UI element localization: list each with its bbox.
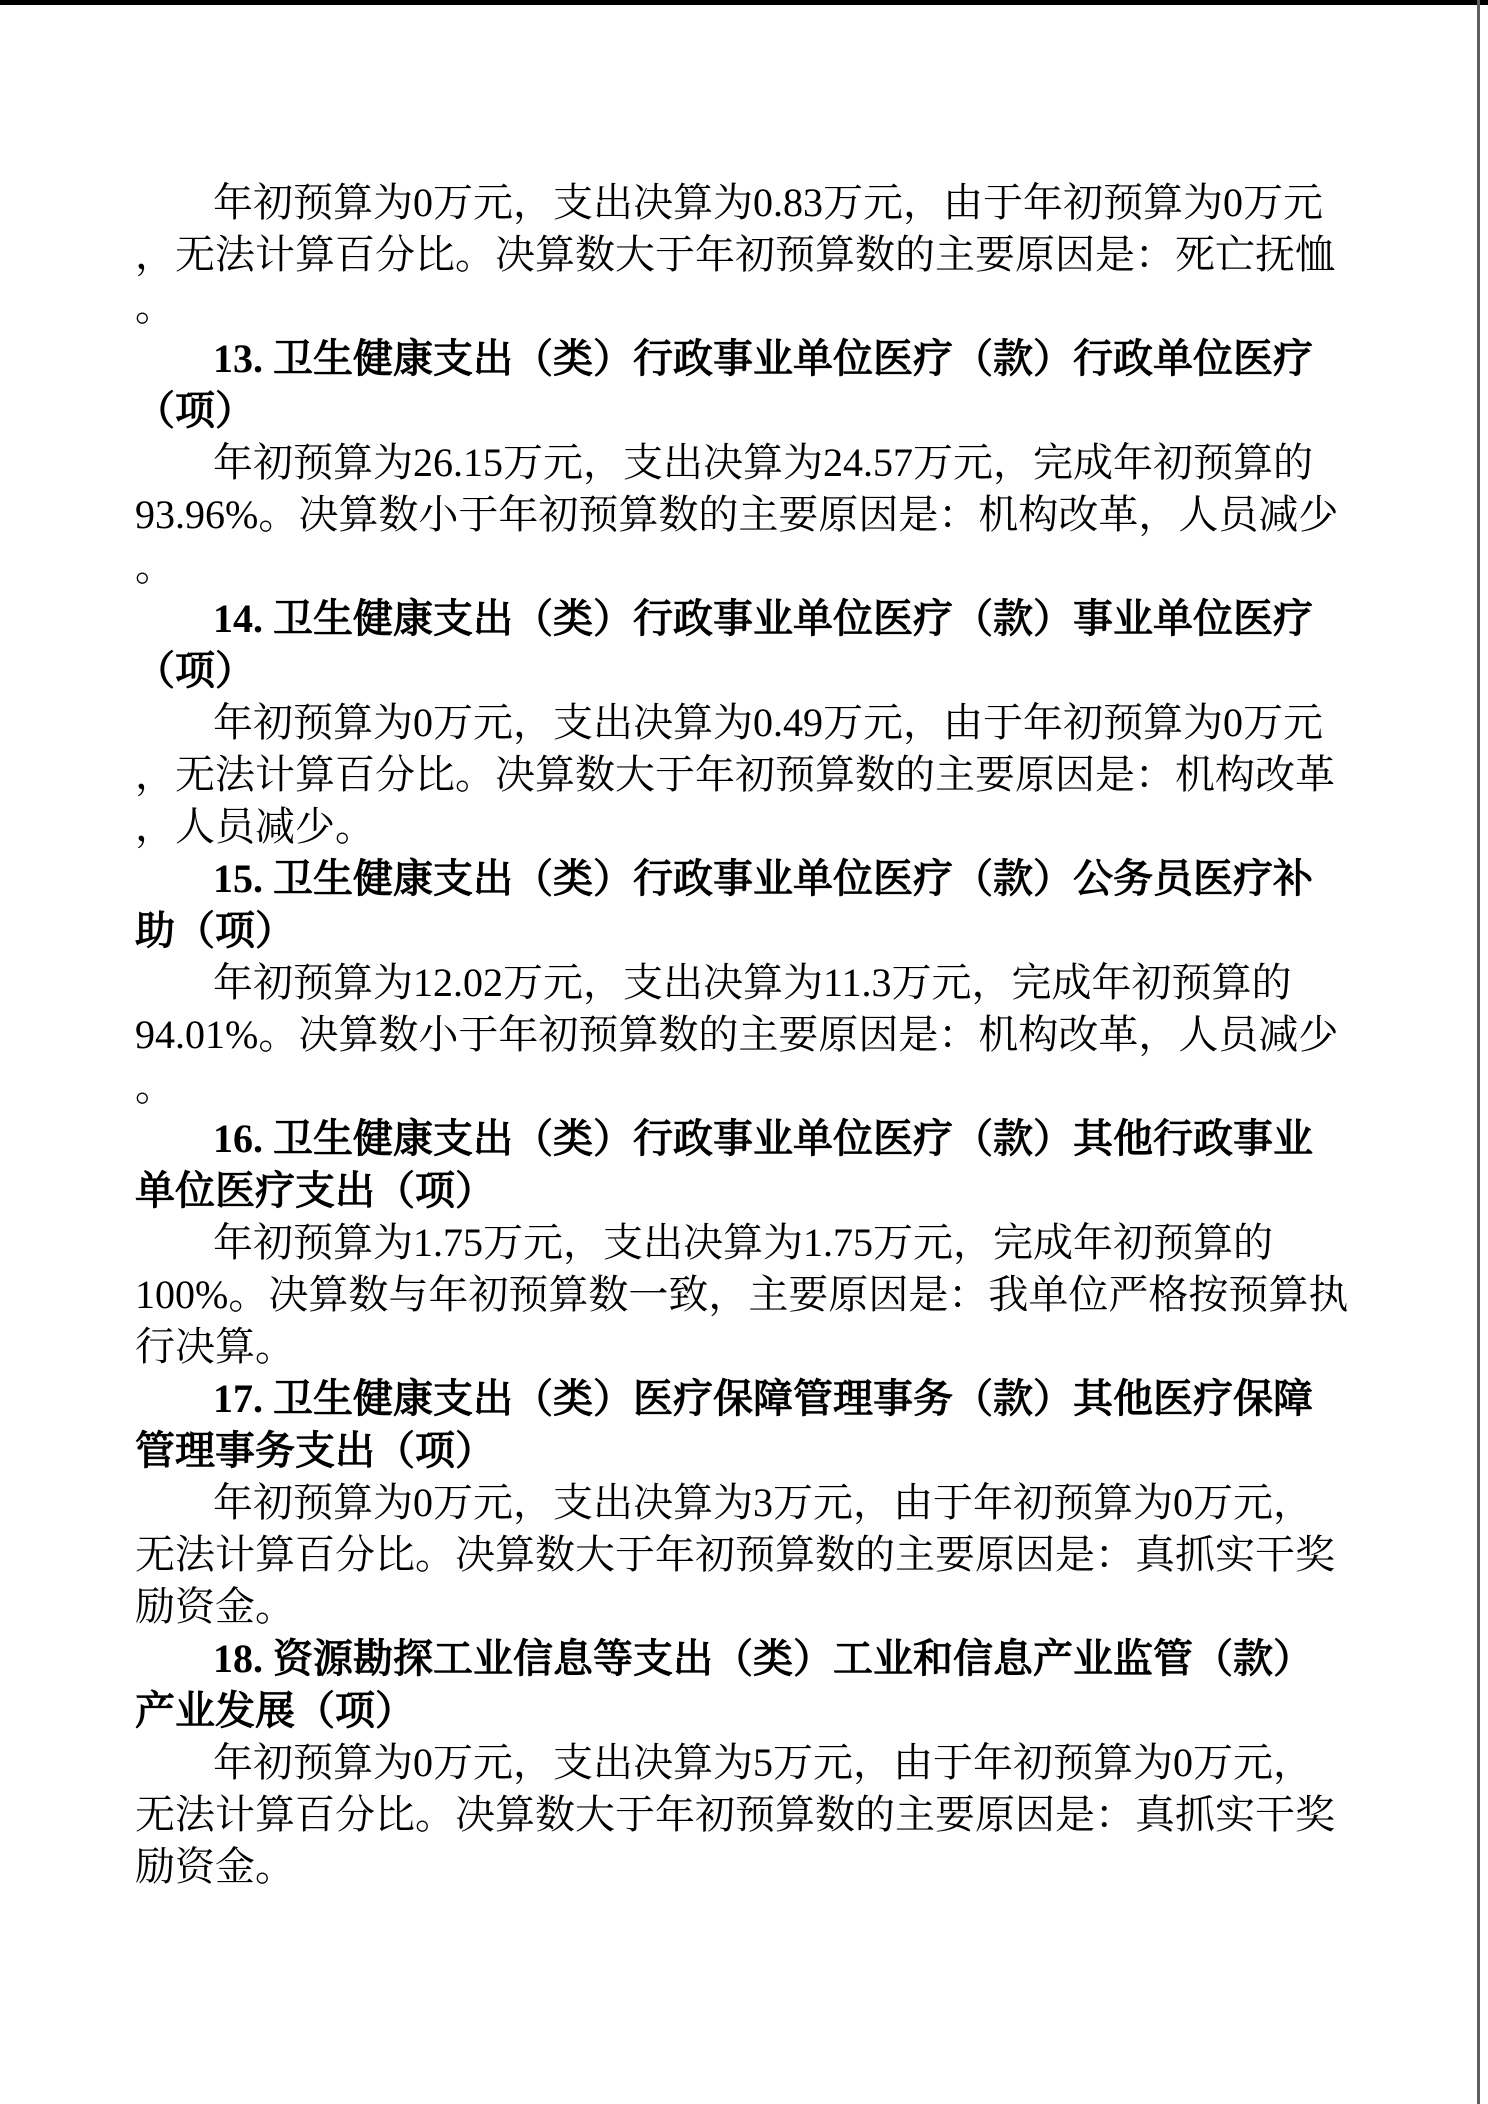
text-line: ，人员减少。 <box>135 804 375 849</box>
text-line: （项） <box>135 648 255 693</box>
text-line: 年初预算为0万元，支出决算为5万元，由于年初预算为0万元， <box>213 1740 1313 1785</box>
text-line: ，无法计算百分比。决算数大于年初预算数的主要原因是：机构改革 <box>135 752 1335 797</box>
text-line: 94.01%。决算数小于年初预算数的主要原因是：机构改革，人员减少 <box>135 1012 1339 1057</box>
text-line: 年初预算为1.75万元，支出决算为1.75万元，完成年初预算的 <box>213 1220 1273 1265</box>
text-line: 励资金。 <box>135 1584 295 1629</box>
text-line: 100%。决算数与年初预算数一致，主要原因是：我单位严格按预算执 <box>135 1272 1349 1317</box>
text-line: 15. 卫生健康支出（类）行政事业单位医疗（款）公务员医疗补 <box>213 856 1313 901</box>
section-heading <box>135 853 1385 957</box>
paragraph <box>135 957 1385 1113</box>
paragraph <box>135 1217 1385 1373</box>
text-line: 单位医疗支出（项） <box>135 1168 495 1213</box>
text-line: 年初预算为0万元，支出决算为0.83万元，由于年初预算为0万元 <box>213 180 1323 225</box>
text-line: 14. 卫生健康支出（类）行政事业单位医疗（款）事业单位医疗 <box>213 596 1313 641</box>
text-line: 年初预算为26.15万元，支出决算为24.57万元，完成年初预算的 <box>213 440 1313 485</box>
text-line: 。 <box>135 1064 175 1109</box>
text-line: 产业发展（项） <box>135 1688 415 1733</box>
paragraph <box>135 437 1385 593</box>
section-heading <box>135 1113 1385 1217</box>
text-line: 18. 资源勘探工业信息等支出（类）工业和信息产业监管（款） <box>213 1636 1313 1681</box>
text-line: 年初预算为0万元，支出决算为0.49万元，由于年初预算为0万元 <box>213 700 1323 745</box>
text-line: 管理事务支出（项） <box>135 1428 495 1473</box>
section-heading <box>135 1633 1385 1737</box>
text-line: 13. 卫生健康支出（类）行政事业单位医疗（款）行政单位医疗 <box>213 336 1313 381</box>
paragraph <box>135 1737 1385 1893</box>
text-line: 16. 卫生健康支出（类）行政事业单位医疗（款）其他行政事业 <box>213 1116 1313 1161</box>
text-line: 无法计算百分比。决算数大于年初预算数的主要原因是：真抓实干奖 <box>135 1532 1335 1577</box>
text-line: （项） <box>135 388 255 433</box>
top-edge-bar <box>0 0 1488 5</box>
text-line: 17. 卫生健康支出（类）医疗保障管理事务（款）其他医疗保障 <box>213 1376 1313 1421</box>
paragraph <box>135 177 1385 333</box>
text-line: 93.96%。决算数小于年初预算数的主要原因是：机构改革，人员减少 <box>135 492 1339 537</box>
paragraph <box>135 697 1385 853</box>
text-line: 励资金。 <box>135 1844 295 1889</box>
paragraph <box>135 1477 1385 1633</box>
text-line: 。 <box>135 284 175 329</box>
section-heading <box>135 1373 1385 1477</box>
text-line: 无法计算百分比。决算数大于年初预算数的主要原因是：真抓实干奖 <box>135 1792 1335 1837</box>
section-heading <box>135 593 1385 697</box>
text-line: 。 <box>135 544 175 589</box>
text-line: 年初预算为0万元，支出决算为3万元，由于年初预算为0万元， <box>213 1480 1313 1525</box>
text-line: 助（项） <box>135 908 295 953</box>
right-edge-line <box>1477 0 1480 2104</box>
document-content <box>135 177 1385 1893</box>
text-line: 年初预算为12.02万元，支出决算为11.3万元，完成年初预算的 <box>213 960 1292 1005</box>
text-line: 行决算。 <box>135 1324 295 1369</box>
section-heading <box>135 333 1385 437</box>
text-line: ，无法计算百分比。决算数大于年初预算数的主要原因是：死亡抚恤 <box>135 232 1335 277</box>
